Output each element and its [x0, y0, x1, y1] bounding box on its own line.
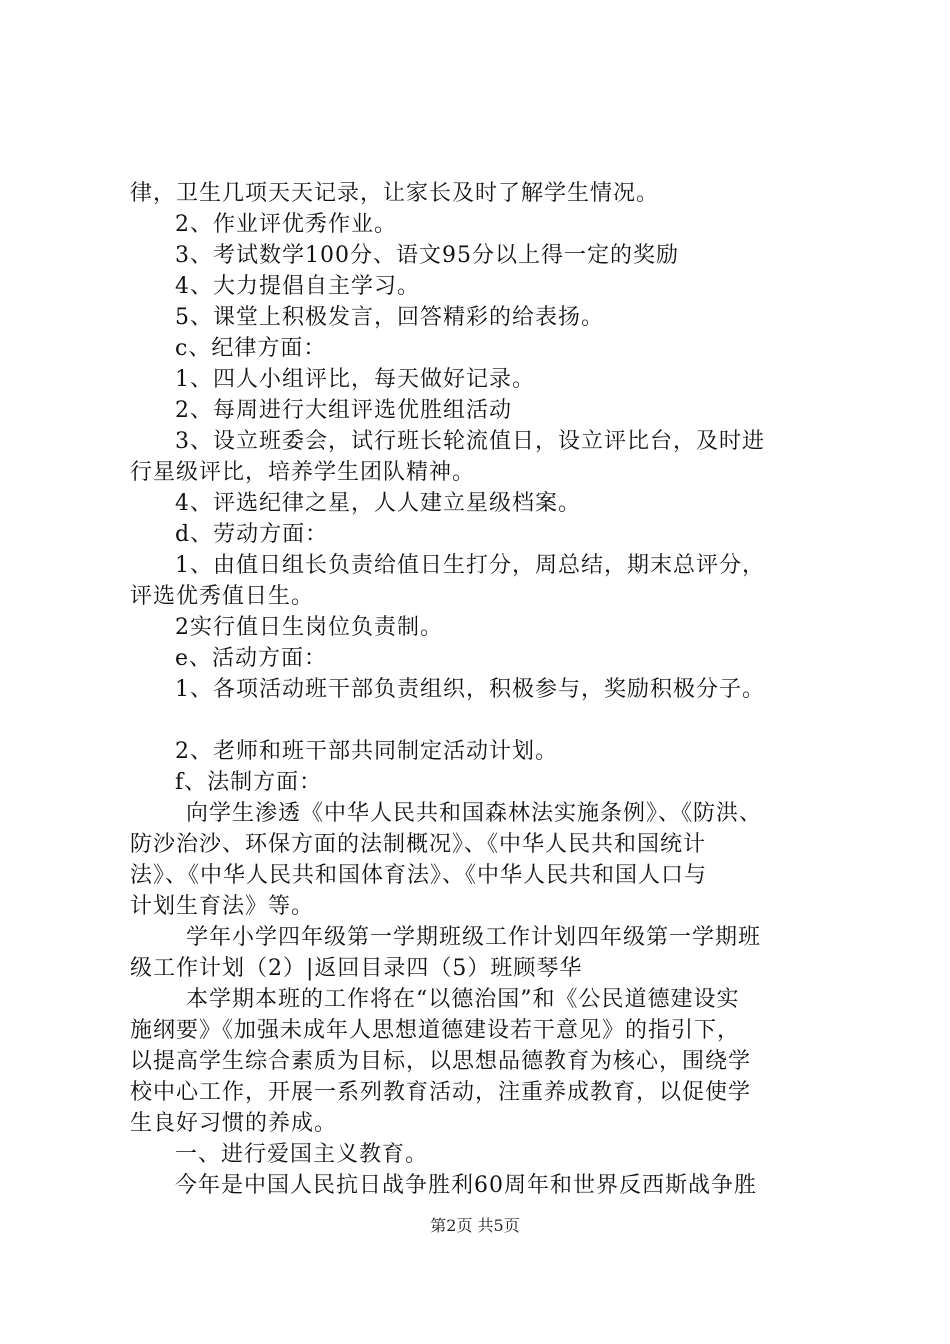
- text-line: 生良好习惯的养成。: [130, 1111, 338, 1136]
- blank-line: [130, 705, 842, 736]
- section-heading: d、劳动方面：: [175, 522, 329, 547]
- text-line: 2实行值日生岗位负责制。: [175, 615, 443, 640]
- text-line: 2、每周进行大组评选优胜组活动: [175, 398, 512, 423]
- text-line: 3、考试数学100分、语文95分以上得一定的奖励: [175, 243, 679, 268]
- text-line: 今年是中国人民抗日战争胜利60周年和世界反西斯战争胜: [175, 1173, 757, 1198]
- text-line: 级工作计划（2）|返回目录四（5）班顾琴华: [130, 956, 583, 981]
- text-line: 向学生渗透《中华人民共和国森林法实施条例》、《防洪、: [186, 801, 763, 826]
- text-line: 1、四人小组评比，每天做好记录。: [175, 367, 535, 392]
- text-line: 以提高学生综合素质为目标，以思想品德教育为核心，围绕学: [130, 1049, 752, 1074]
- text-line: 5、课堂上积极发言，回答精彩的给表扬。: [175, 305, 604, 330]
- section-heading: 一、进行爱国主义教育。: [175, 1142, 429, 1167]
- text-line: 2、作业评优秀作业。: [175, 212, 397, 237]
- text-line: 2、老师和班干部共同制定活动计划。: [175, 739, 558, 764]
- text-line: 防沙治沙、环保方面的法制概况》、《中华人民共和国统计: [130, 832, 707, 857]
- text-line: 行星级评比，培养学生团队精神。: [130, 460, 476, 485]
- page-footer: 第2页 共5页: [430, 1216, 520, 1235]
- text-line: 1、各项活动班干部负责组织，积极参与，奖励积极分子。: [175, 677, 765, 702]
- section-heading: e、活动方面：: [175, 646, 328, 671]
- text-line: 1、由值日组长负责给值日生打分，周总结，期末总评分，: [175, 553, 765, 578]
- text-line: 4、评选纪律之星，人人建立星级档案。: [175, 491, 581, 516]
- text-line: 3、设立班委会，试行班长轮流值日，设立评比台，及时进: [175, 429, 765, 454]
- text-line: 施纲要》《加强未成年人思想道德建设若干意见》的指引下，: [130, 1018, 741, 1043]
- text-line: 校中心工作，开展一系列教育活动，注重养成教育，以促使学: [130, 1080, 752, 1105]
- text-line: 律，卫生几项天天记录，让家长及时了解学生情况。: [130, 181, 660, 206]
- text-line: 评选优秀值日生。: [130, 584, 315, 609]
- text-line: 法》、《中华人民共和国体育法》、《中华人民共和国人口与: [130, 863, 708, 888]
- section-heading: f、法制方面：: [175, 770, 323, 795]
- text-line: 学年小学四年级第一学期班级工作计划四年级第一学期班: [186, 925, 762, 950]
- text-line: 计划生育法》等。: [130, 894, 315, 919]
- text-line: 4、大力提倡自主学习。: [175, 274, 420, 299]
- text-line: 本学期本班的工作将在“以德治国”和《公民道德建设实: [186, 987, 740, 1012]
- section-heading: c、纪律方面：: [175, 336, 327, 361]
- document-body: [130, 178, 842, 1201]
